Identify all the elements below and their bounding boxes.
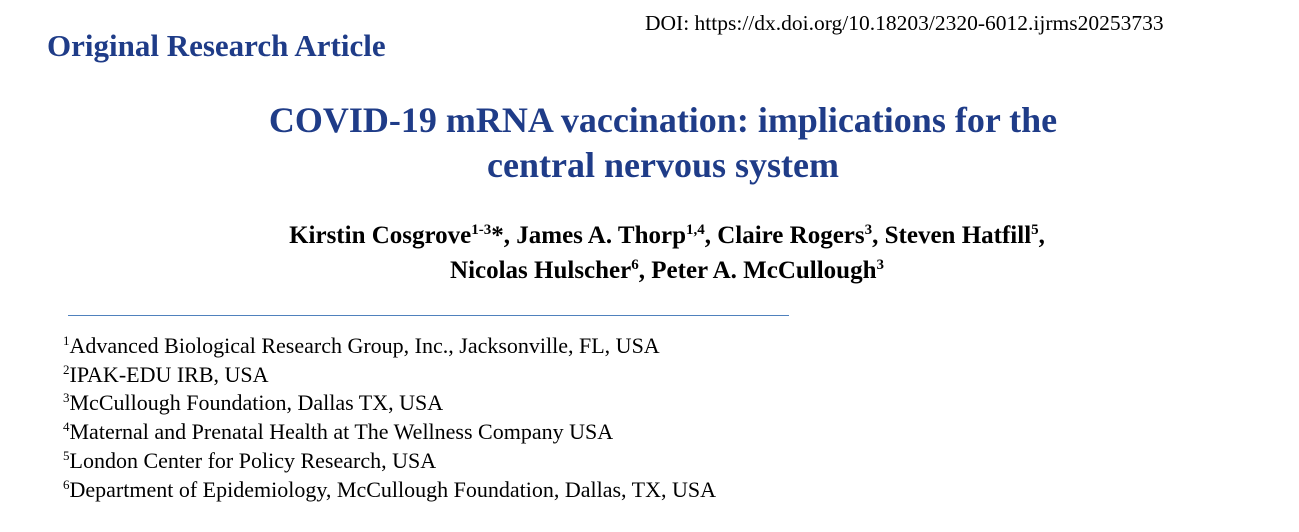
author-affiliation-sup: 5 <box>1031 222 1039 238</box>
author <box>450 257 651 284</box>
affiliation-item <box>63 361 716 390</box>
author-separator: , <box>872 222 885 249</box>
affiliation-item <box>63 389 716 418</box>
affiliation-text: Maternal and Prenatal Health at The Wellness Company USA <box>69 419 614 445</box>
author-name: Nicolas Hulscher <box>450 257 632 284</box>
affiliation-text: London Center for Policy Research, USA <box>69 447 437 473</box>
affiliation-number: 4 <box>63 419 70 435</box>
affiliation-text: Department of Epidemiology, McCullough Foundation, Dallas, TX, USA <box>69 476 716 502</box>
article-type-label: Original Research Article <box>47 28 386 63</box>
doi-text: DOI: https://dx.doi.org/10.18203/2320-6012.ijrms20253733 <box>645 11 1164 35</box>
author-separator: , <box>704 222 718 249</box>
author <box>516 222 717 249</box>
affiliation-item <box>63 447 716 476</box>
author-name: Kirstin Cosgrove <box>289 222 472 249</box>
affiliation-list <box>63 332 716 504</box>
affiliation-item <box>63 332 716 361</box>
author <box>289 222 516 249</box>
affiliation-item <box>63 476 716 505</box>
author-separator: , <box>1038 222 1045 249</box>
paper-title-line-1: COVID-19 mRNA vaccination: implications for the <box>268 100 1058 140</box>
author <box>651 257 884 284</box>
affiliation-number: 2 <box>63 361 70 377</box>
author <box>717 222 884 249</box>
author-line-1 <box>0 218 1299 253</box>
affiliation-number: 1 <box>63 333 70 348</box>
author-line-2 <box>0 253 1299 288</box>
author-name: James A. Thorp <box>516 222 686 249</box>
author-affiliation-sup: 3 <box>876 257 884 273</box>
author-list <box>0 218 1299 288</box>
section-divider <box>68 315 789 316</box>
author-separator: *, <box>491 222 517 249</box>
affiliation-number: 6 <box>63 476 70 492</box>
affiliation-item <box>63 418 716 447</box>
author <box>885 222 1045 249</box>
affiliation-text: IPAK-EDU IRB, USA <box>69 361 269 387</box>
affiliation-text: Advanced Biological Research Group, Inc., Jacksonville, FL, USA <box>69 333 660 358</box>
affiliation-number: 3 <box>63 390 70 406</box>
author-name: Claire Rogers <box>717 222 865 249</box>
paper-title-line-2: central nervous system <box>487 145 839 185</box>
author-separator: , <box>638 257 652 284</box>
affiliation-text: McCullough Foundation, Dallas TX, USA <box>69 390 444 416</box>
author-affiliation-sup: 3 <box>864 222 873 238</box>
author-affiliation-sup: 1,4 <box>685 222 705 238</box>
author-name: Peter A. McCullough <box>651 257 877 284</box>
affiliation-number: 5 <box>63 447 70 463</box>
paper-title <box>0 98 1299 188</box>
author-affiliation-sup: 6 <box>631 257 639 273</box>
author-name: Steven Hatfill <box>884 222 1032 249</box>
author-affiliation-sup: 1-3 <box>471 222 492 238</box>
